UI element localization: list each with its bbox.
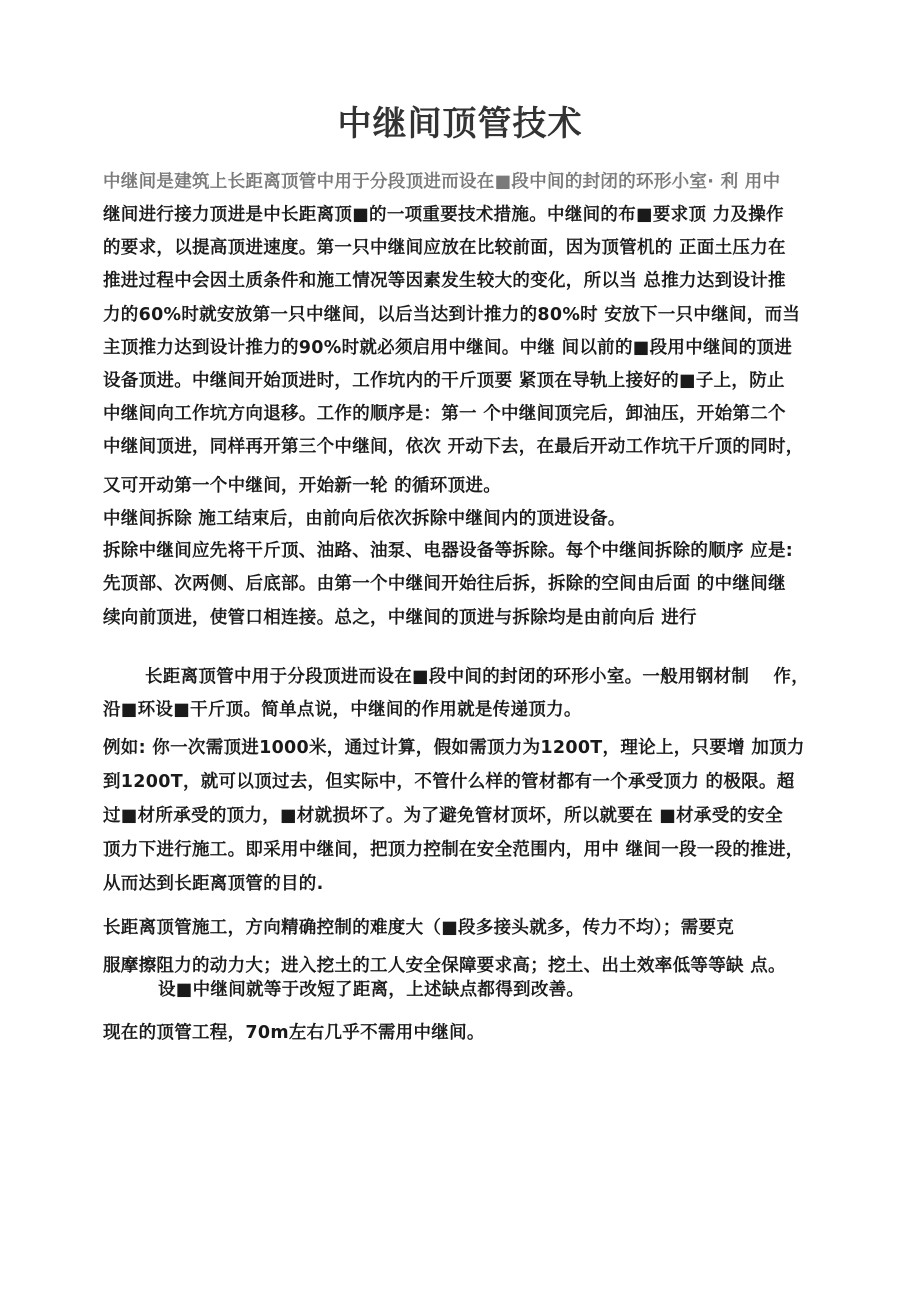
text-line: 设■中继间就等于改短了距离，上述缺点都得到改善。 bbox=[158, 980, 585, 1000]
text-line: 现在的顶管工程，70m左右几乎不需用中继间。 bbox=[103, 1023, 485, 1043]
text-line: 中继间拆除 施工结束后，由前向后依次拆除中继间内的顶进设备。 bbox=[103, 509, 626, 529]
text-line: 服摩擦阻力的动力大；进入挖土的工人安全保障要求高；挖土、出土效率低等等缺 点。 bbox=[103, 956, 786, 976]
text-line: 的要求，以提高顶进速度。第一只中继间应放在比较前面，因为顶管机的 正面土压力在 bbox=[103, 238, 786, 258]
text-line: 中继间是建筑上长距离顶管中用于分段顶进而设在■段中间的封闭的环形小室· 利 用中 bbox=[103, 172, 781, 192]
text-line: 又可开动第一个中继间，开始新一轮 的循环顶进。 bbox=[103, 476, 501, 496]
text-line: 例如: 你一次需顶进1000米，通过计算，假如需顶力为1200T，理论上，只要增 加顶力 bbox=[103, 738, 805, 758]
text-line: 推进过程中会因土质条件和施工情况等因素发生较大的变化，所以当 总推力达到设计推 bbox=[103, 271, 786, 291]
text-line: 中继间顶进，同样再开第三个中继间，依次 开动下去，在最后开动工作坑干斤顶的同时， bbox=[103, 437, 804, 457]
text-line: 从而达到长距离顶管的目的. bbox=[103, 874, 324, 894]
text-line: 到1200T，就可以顶过去，但实际中，不管什么样的管材都有一个承受顶力 的极限。超 bbox=[103, 772, 795, 792]
document-title: 中继间顶管技术 bbox=[337, 104, 583, 144]
text-line: 设备顶进。中继间开始顶进时，工作坑内的干斤顶要 紧顶在导轨上接好的■子上，防止 bbox=[103, 371, 785, 391]
text-line: 长距离顶管中用于分段顶进而设在■段中间的封闭的环形小室。一般用钢材制 作， bbox=[145, 667, 810, 687]
text-line: 力的60%时就安放第一只中继间，以后当达到计推力的80%时 安放下一只中继间，而当 bbox=[103, 305, 801, 325]
text-line: 长距离顶管施工，方向精确控制的难度大（■段多接头就多，传力不均）；需要克 bbox=[103, 918, 735, 938]
text-line: 拆除中继间应先将干斤顶、油路、油泵、电器设备等拆除。每个中继间拆除的顺序 应是: bbox=[103, 541, 794, 561]
text-line: 先顶部、次两侧、后底部。由第一个中继间开始往后拆，拆除的空间由后面 的中继间继 bbox=[103, 574, 786, 594]
text-line: 过■材所承受的顶力，■材就损坏了。为了避免管材顶坏，所以就要在 ■材承受的安全 bbox=[103, 806, 783, 826]
text-line: 中继间向工作坑方向退移。工作的顺序是：第一 个中继间顶完后，卸油压，开始第二个 bbox=[103, 404, 786, 424]
text-line: 沿■环设■干斤顶。简单点说，中继间的作用就是传递顶力。 bbox=[103, 700, 582, 720]
text-line: 顶力下进行施工。即采用中继间，把顶力控制在安全范围内，用中 继间一段一段的推进， bbox=[103, 840, 804, 860]
text-line: 继间进行接力顶进是中长距离顶■的一项重要技术措施。中继间的布■要求顶 力及操作 bbox=[103, 205, 784, 225]
text-line: 续向前顶进，使管口相连接。总之，中继间的顶进与拆除均是由前向后 进行 bbox=[103, 608, 697, 628]
text-line: 主顶推力达到设计推力的90%时就必须启用中继间。中继 间以前的■段用中继间的顶进 bbox=[103, 338, 793, 358]
